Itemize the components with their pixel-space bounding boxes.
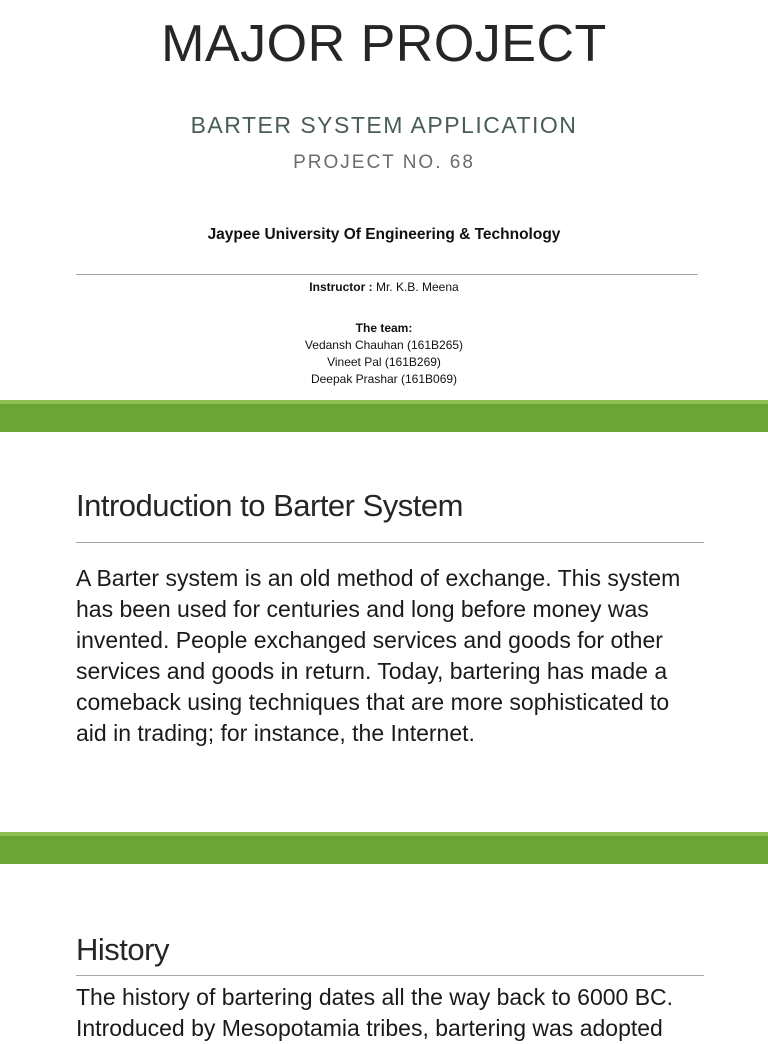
body-line: The history of bartering dates all the way back to 6000 BC. (76, 984, 674, 1010)
slide-subtitle: BARTER SYSTEM APPLICATION (190, 112, 578, 138)
team-member: Vedansh Chauhan (161B265) (304, 338, 464, 352)
team-member: Deepak Prashar (161B069) (310, 372, 458, 386)
slide-body-text (76, 982, 706, 1044)
body-line: Introduced by Mesopotamia tribes, bartering was adopted (76, 1015, 663, 1041)
band-highlight (0, 400, 768, 404)
slide-body-text: A Barter system is an old method of exchange. This system has been used for centuries and long before money was invented. People exchanged services and goods for other services and goods in return. Today, bartering has made a comeback using techniques that are more sophisticated to aid in trading; for instance, the Internet. (76, 565, 681, 746)
slide-separator-band (0, 400, 768, 432)
heading-divider (76, 975, 704, 976)
heading-divider (76, 542, 704, 543)
project-number: PROJECT NO. 68 (293, 152, 475, 173)
team-member: Vineet Pal (161B269) (327, 355, 441, 369)
slide-introduction (0, 432, 768, 832)
instructor-line (0, 280, 768, 294)
slide-title-heading: MAJOR PROJECT (161, 15, 607, 73)
divider-line (76, 274, 698, 275)
slide-heading: Introduction to Barter System (76, 488, 463, 523)
instructor-name: Mr. K.B. Meena (372, 280, 459, 294)
instructor-label: Instructor : (309, 280, 373, 294)
slide-separator-band (0, 832, 768, 864)
team-label: The team: (355, 321, 413, 335)
slide-heading: History (76, 932, 169, 967)
band-highlight (0, 832, 768, 836)
university-name: Jaypee University Of Engineering & Technology (207, 226, 561, 243)
slide-history (0, 864, 768, 1041)
slide-title (0, 0, 768, 400)
